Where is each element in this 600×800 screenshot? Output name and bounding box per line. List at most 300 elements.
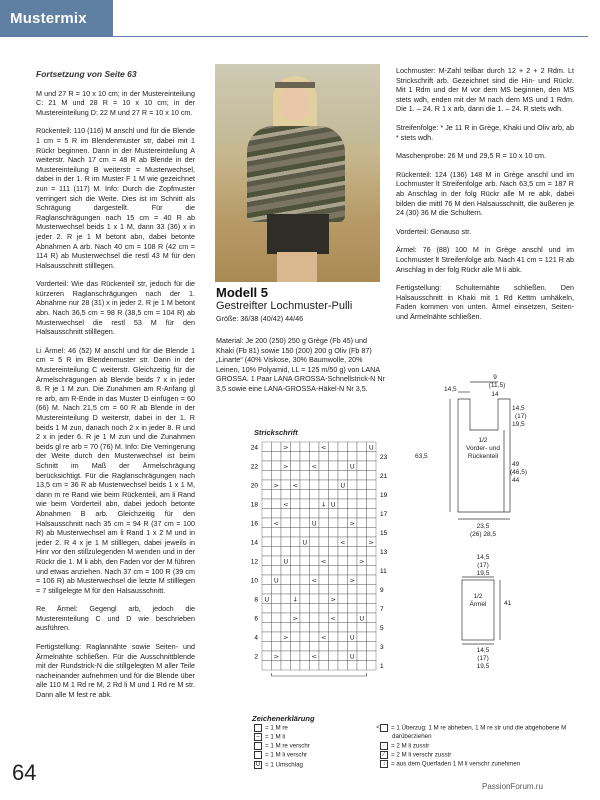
chart-cell	[367, 604, 377, 614]
chart-cell	[348, 566, 358, 576]
chart-cell	[310, 499, 320, 509]
chart-cell	[310, 566, 320, 576]
chart-cell	[272, 452, 282, 462]
chart-cell	[291, 499, 301, 509]
model-subtitle: Gestreifter Lochmuster-Pulli	[216, 300, 353, 312]
chart-cell	[281, 642, 291, 652]
chart-title: Strickschrift	[254, 428, 298, 437]
chart-cell	[348, 556, 358, 566]
chart-cell	[300, 556, 310, 566]
chart-cell	[357, 566, 367, 576]
chart-symbol: >	[273, 481, 279, 490]
chart-cell	[367, 528, 377, 538]
chart-cell	[348, 604, 358, 614]
p2tog-symbol: ·	[380, 742, 388, 750]
chart-cell	[300, 651, 310, 661]
chart-cell	[310, 632, 320, 642]
chart-cell	[329, 490, 339, 500]
chart-cell	[338, 575, 348, 585]
model-photo	[215, 64, 380, 282]
chart-cell	[357, 480, 367, 490]
chart-cell	[310, 509, 320, 519]
chart-cell	[319, 604, 329, 614]
chart-cell	[367, 518, 377, 528]
row-label-left: 14	[250, 539, 258, 547]
chart-cell	[310, 490, 320, 500]
chart-symbol: <	[311, 462, 317, 471]
chart-cell	[310, 585, 320, 595]
chart-cell	[310, 471, 320, 481]
top-width-c: 14	[491, 391, 499, 398]
chart-cell	[348, 594, 358, 604]
top-width-a: 9	[493, 374, 497, 381]
chart-cell	[357, 661, 367, 671]
stripe-sequence-text: Streifenfolge: * Je 11 R in Grège, Khaki und Oliv arb, ab * stets wdh.	[396, 122, 574, 142]
chart-cell	[300, 499, 310, 509]
neck-drop-b: (17)	[515, 413, 527, 420]
chart-cell	[329, 575, 339, 585]
chart-symbol: U	[302, 538, 308, 547]
chart-cell	[291, 642, 301, 652]
column-instructions-3	[396, 66, 574, 330]
chart-cell	[262, 528, 272, 538]
side-b: (46,5)	[510, 469, 527, 476]
chart-cell	[357, 518, 367, 528]
chart-cell	[300, 528, 310, 538]
chart-cell	[348, 623, 358, 633]
chart-cell	[310, 604, 320, 614]
chart-cell	[291, 452, 301, 462]
section-tab: Mustermix	[0, 0, 113, 37]
chart-symbol: <	[292, 481, 298, 490]
chart-cell	[329, 528, 339, 538]
chart-cell	[281, 490, 291, 500]
chart-cell	[262, 556, 272, 566]
chart-cell	[262, 499, 272, 509]
model-title: Modell 5	[216, 285, 269, 300]
chart-cell	[329, 509, 339, 519]
legend-item: = 1 M re verschr	[254, 742, 310, 751]
left-sleeve-text: Li Ärmel: 46 (52) M anschl und für die Blende 1 cm = 5 R im Blendenmuster str. Dann in der Mustereinteilung C weiterstr. Gleichzeitig für die Ärmelschrägungen ab Blende beids 7 x in jeder 8. R je 1 M zun. Die Zunahmen am R-Anfang gl re arb, am R-Ende in das Muster D einfügen = 60 (66) M. Nach 21,5 cm = 60 R ab Blende in der Mustereinteilung D weiterstr, dabei in der 1. R beids 1 M zun, danach noch 2 x in jeder 8. R und 2 x in jeder 6. R je 1 M zun und die Zunahmen beids gl re arb = 70 (76) M. Info: Die Verringerung der Weite durch den Musterwechsel ist beim Schnitt im Maß der Ärmelschrägung berücksichtigt. Für die Raglanschrägungen nach 13,5 cm = 36 R ab Musterwechsel beids 1 x 1 M, dann m re Rand wie beim Rückenteil, am li Rand wie beim Vorderteil abn, dabei jedoch betonte Abnahmen B arb. Gleichzeitig für den Halsausschnitt nach 35 cm = 94 R (37 cm = 100 R) ab Musterwechsel am li Rand 1 x 2 M und in jeder 2. R 4 x je 1 M stilllegen, dabei jeweils in Hinr vor den stillzulegenden M wenden und in der Rückr die 1. M li abh, den Faden vor der M führen und etwas anziehen. Nach 37 cm = 100 R (39 cm = 106 R) ab Musterwechsel die letzte M stilllegen = 7 stillgelegte M für den Halsausschnitt.	[36, 345, 195, 595]
chart-cell	[367, 461, 377, 471]
chart-cell	[291, 461, 301, 471]
neck-drop-a: 14,5	[512, 405, 525, 412]
chart-cell	[338, 566, 348, 576]
chart-cell	[367, 480, 377, 490]
body-label-1: 1/2	[478, 437, 488, 444]
row-label-right: 13	[380, 549, 388, 556]
chart-cell	[281, 575, 291, 585]
chart-cell	[262, 471, 272, 481]
sleeve-outline	[462, 580, 494, 640]
knit-tbl-symbol	[254, 742, 262, 750]
chart-cell	[348, 490, 358, 500]
chart-cell	[291, 490, 301, 500]
chart-cell	[272, 642, 282, 652]
chart-cell	[310, 623, 320, 633]
chart-cell	[319, 509, 329, 519]
chart-cell	[300, 661, 310, 671]
chart-cell	[300, 442, 310, 452]
chart-cell	[338, 547, 348, 557]
chart-cell	[357, 651, 367, 661]
yarn-over-symbol: U	[255, 761, 261, 768]
chart-cell	[272, 499, 282, 509]
chart-cell	[319, 547, 329, 557]
chart-cell	[300, 623, 310, 633]
chart-cell	[272, 547, 282, 557]
body-height: 63,5	[415, 453, 428, 460]
body-label-3: Rückenteil	[467, 453, 499, 460]
chart-cell	[329, 442, 339, 452]
chart-cell	[300, 604, 310, 614]
chart-cell	[272, 528, 282, 538]
chart-cell	[338, 528, 348, 538]
chart-cell	[357, 499, 367, 509]
legend-item: · = 2 M li zusstr	[380, 742, 590, 751]
chart-cell	[338, 585, 348, 595]
chart-cell	[291, 585, 301, 595]
front-piece-text: Vorderteil: Wie das Rückenteil str, jedoch für die kürzeren Raglanschrägungen nach der 1. Abnahme nur 28 (31) x in jeder 2. R je 1 M betont abn. Nach 36,5 cm = 98 R (38,5 cm = 104 R) ab Musterwechsel die restl 53 M für den Halsausschnitt stilllegen.	[36, 279, 195, 337]
chart-cell	[338, 490, 348, 500]
row-label-right: 17	[380, 511, 388, 518]
chart-cell	[272, 632, 282, 642]
chart-cell	[348, 613, 358, 623]
chart-cell	[357, 442, 367, 452]
row-label-left: 24	[250, 444, 258, 452]
chart-cell	[281, 604, 291, 614]
chart-cell	[338, 613, 348, 623]
chart-cell	[348, 471, 358, 481]
chart-cell	[300, 575, 310, 585]
chart-cell	[367, 585, 377, 595]
chart-cell	[348, 499, 358, 509]
chart-cell	[300, 490, 310, 500]
chart-cell	[357, 585, 367, 595]
chart-cell	[329, 661, 339, 671]
chart-cell	[357, 547, 367, 557]
chart-cell	[300, 480, 310, 490]
row-label-right: 21	[380, 473, 388, 480]
chart-cell	[329, 547, 339, 557]
chart-cell	[272, 623, 282, 633]
chart-cell	[329, 471, 339, 481]
legend-title: Zeichenerklärung	[252, 714, 315, 723]
column-instructions-1	[36, 70, 195, 709]
chart-cell	[319, 575, 329, 585]
chart-cell	[272, 613, 282, 623]
chart-cell	[367, 623, 377, 633]
chart-cell	[348, 585, 358, 595]
chart-cell	[338, 632, 348, 642]
chart-cell	[319, 461, 329, 471]
chart-cell	[291, 528, 301, 538]
chart-cell	[281, 585, 291, 595]
chart-cell	[329, 651, 339, 661]
chart-cell	[329, 556, 339, 566]
chart-cell	[291, 442, 301, 452]
chart-cell	[367, 547, 377, 557]
chart-cell	[319, 651, 329, 661]
chart-cell	[338, 642, 348, 652]
chart-cell	[357, 623, 367, 633]
chart-cell	[272, 604, 282, 614]
chart-cell	[319, 661, 329, 671]
chart-cell	[338, 518, 348, 528]
chart-cell	[348, 509, 358, 519]
chart-cell	[329, 642, 339, 652]
p2tog-tbl-symbol: ⁄	[380, 751, 388, 759]
chart-cell	[291, 623, 301, 633]
sleeve-text: Ärmel: 76 (88) 100 M in Grège anschl und im Lochmuster lt Streifenfolge arb. Nach 41 cm = 121 R ab Anschlag in der folg Rückr alle M li abk.	[396, 245, 574, 274]
chart-symbol: >	[349, 519, 355, 528]
chart-cell	[262, 452, 272, 462]
chart-cell	[281, 518, 291, 528]
chart-cell	[367, 499, 377, 509]
chart-cell	[300, 452, 310, 462]
chart-cell	[310, 661, 320, 671]
chart-cell	[262, 661, 272, 671]
row-label-right: 11	[380, 568, 387, 575]
chart-cell	[291, 509, 301, 519]
chart-cell	[272, 442, 282, 452]
chart-symbol: <	[330, 614, 336, 623]
chart-cell	[329, 632, 339, 642]
chart-symbol: <	[340, 538, 346, 547]
chart-cell	[367, 642, 377, 652]
chart-cell	[281, 528, 291, 538]
chart-cell	[291, 518, 301, 528]
chart-cell	[367, 490, 377, 500]
chart-cell	[329, 537, 339, 547]
knitting-chart	[240, 436, 400, 681]
neck-drop-c: 19,5	[512, 421, 525, 428]
chart-cell	[357, 528, 367, 538]
back-text: Rückenteil: 124 (136) 148 M in Grège anschl und im Lochmuster lt Streifenfolge arb. Nach 63,5 cm = 187 R ab Anschlag in der folg Rückr alle M re abk, dabei bilden die mittl 76 M den Halsausschnitt, die äußeren je 24 (30) 36 M die Schultern.	[396, 169, 574, 218]
chart-cell	[300, 509, 310, 519]
chart-symbol: U	[273, 576, 279, 585]
row-label-left: 6	[254, 615, 258, 623]
chart-cell	[272, 566, 282, 576]
chart-cell	[319, 585, 329, 595]
chart-cell	[338, 452, 348, 462]
header-rule	[113, 36, 588, 37]
legend-left	[254, 724, 310, 770]
chart-symbol: >	[283, 462, 289, 471]
chart-symbol: <	[273, 519, 279, 528]
chart-cell	[272, 490, 282, 500]
chart-cell	[291, 566, 301, 576]
chart-cell	[319, 642, 329, 652]
chart-symbol: ↓	[321, 500, 327, 509]
chart-cell	[338, 442, 348, 452]
chart-cell	[281, 471, 291, 481]
row-label-right: 5	[380, 625, 384, 632]
chart-symbol: >	[349, 576, 355, 585]
chart-symbol: U	[340, 481, 346, 490]
legend-item: – = 1 M li	[254, 733, 310, 742]
chart-cell	[338, 594, 348, 604]
chart-cell	[338, 651, 348, 661]
chart-cell	[262, 575, 272, 585]
legend-item: ⁄ = 2 M li verschr zusstr	[380, 751, 590, 760]
row-label-right: 19	[380, 492, 388, 499]
chart-cell	[262, 518, 272, 528]
chart-cell	[262, 623, 272, 633]
chart-cell	[291, 556, 301, 566]
chart-symbol: U	[311, 519, 317, 528]
chart-symbol: U	[349, 652, 355, 661]
chart-cell	[310, 547, 320, 557]
legend-item: < = 1 Überzug: 1 M re abheben, 1 M re str und die abgehobene M darüberziehen	[376, 724, 567, 741]
chart-cell	[262, 651, 272, 661]
chart-cell	[357, 537, 367, 547]
chart-cell	[319, 594, 329, 604]
ssk-symbol: <	[380, 724, 388, 732]
row-label-right: 1	[380, 663, 384, 670]
bottom-b: (26) 28,5	[469, 531, 497, 538]
chart-cell	[262, 480, 272, 490]
chart-cell	[291, 632, 301, 642]
chart-cell	[291, 471, 301, 481]
chart-cell	[329, 452, 339, 462]
chart-symbol: >	[330, 595, 336, 604]
chart-cell	[357, 471, 367, 481]
legend-item: U = 1 Umschlag	[255, 761, 304, 769]
chart-cell	[319, 528, 329, 538]
chart-cell	[262, 490, 272, 500]
chart-cell	[262, 461, 272, 471]
chart-cell	[357, 509, 367, 519]
chart-cell	[357, 452, 367, 462]
chart-cell	[272, 461, 282, 471]
chart-cell	[357, 575, 367, 585]
chart-symbol: <	[321, 557, 327, 566]
chart-cell	[319, 480, 329, 490]
chart-cell	[357, 632, 367, 642]
back-piece-text: Rückenteil: 110 (116) M anschl und für die Blende 1 cm = 5 R im Blendenmuster str, dabei mit 1 Rückr beginnen. Dann in der Mustereinteilung A weiterstr. Nach 17 cm = 48 R ab Blende in der Mustereinteilung B weiterstr = Musterwechsel, dabei in der 1. R im Muster F 1 M wie gezeichnet zun = 111 (117) M. Info: Durch die Zopfmuster verringert sich die Weite. Dies ist im Schnitt als Schrägung dargestellt. Für die Raglanschrägungen nach 15 cm = 40 R ab Musterwechsel beids 1 x 1 M, dann 33 (36) x in jeder 2. R je 1 M betont abn, dabei betonte Abnahmen A arb. Nach 40 cm = 108 R (42 cm = 114 R) ab Musterwechsel die restl 43 M für den Halsausschnitt stilllegen.	[36, 126, 195, 270]
finishing-text: Fertigstellung: Raglannähte sowie Seiten- und Ärmelnähte schließen. Für die Ausschnittblende mit der Rundstrick-N die stillgelegten M aller Teile nacheinander aufnehmen und für die Blende über alle 110 M 1 Rd re M, 2 Rd li M und 1 Rd re M str. Dann alle M fest re abk.	[36, 642, 195, 700]
lace-pattern-text: Lochmuster: M-Zahl teilbar durch 12 + 2 + 2 Rdm. Lt Strickschrift arb. Gezeichnet sind die Hin- und Rückr. Mit 1 Rdm und der M vor dem MS beginnen, den MS stets wdh, enden mit der M nach dem MS und 1 Rdm. Die 1. – 24. R 1 x arb, dann die 1. – 24. R stets wdh.	[396, 66, 574, 114]
chart-cell	[367, 471, 377, 481]
chart-symbol: U	[359, 614, 365, 623]
chart-cell	[319, 471, 329, 481]
chart-cell	[329, 623, 339, 633]
sleeve-top-a: 14,5	[476, 554, 490, 561]
chart-cell	[272, 585, 282, 595]
chart-cell	[348, 442, 358, 452]
right-sleeve-text: Re Ärmel: Gegengl arb, jedoch die Mustereinteilung C und D wie beschrieben ausführen.	[36, 604, 195, 633]
chart-cell	[348, 642, 358, 652]
chart-cell	[281, 594, 291, 604]
row-label-left: 8	[254, 596, 258, 604]
gauge-intro: M und 27 R = 10 x 10 cm; in der Mustereinteilung C: 21 M und 28 R = 10 x 10 cm; in der Mustereinteilung D: 22 M und 27 R = 10 x 10 cm.	[36, 88, 195, 117]
chart-cell	[367, 452, 377, 462]
chart-cell	[300, 547, 310, 557]
row-label-left: 12	[250, 558, 258, 566]
chart-symbol: >	[283, 633, 289, 642]
chart-cell	[348, 528, 358, 538]
chart-cell	[329, 585, 339, 595]
chart-symbol: U	[349, 462, 355, 471]
chart-cell	[367, 632, 377, 642]
chart-cell	[367, 613, 377, 623]
chart-cell	[338, 499, 348, 509]
chart-cell	[291, 537, 301, 547]
repeat-bracket	[272, 673, 367, 676]
row-label-left: 22	[250, 463, 258, 471]
chart-cell	[291, 547, 301, 557]
chart-cell	[310, 556, 320, 566]
continuation-heading: Fortsetzung von Seite 63	[36, 69, 137, 79]
legend-item: = 1 M li verschr	[254, 751, 310, 760]
sleeve-top-b: (17)	[477, 562, 489, 569]
chart-symbol: <	[283, 500, 289, 509]
chart-cell	[310, 594, 320, 604]
chart-cell	[338, 604, 348, 614]
chart-cell	[300, 613, 310, 623]
watermark: PassionForum.ru	[482, 782, 543, 791]
chart-cell	[310, 537, 320, 547]
row-label-right: 15	[380, 530, 388, 537]
chart-symbol: >	[283, 443, 289, 452]
chart-cell	[357, 604, 367, 614]
sleeve-label-1: 1/2	[473, 593, 483, 600]
chart-cell	[357, 594, 367, 604]
chart-cell	[291, 651, 301, 661]
chart-cell	[310, 528, 320, 538]
chart-cell	[281, 547, 291, 557]
side-c: 44	[512, 477, 520, 484]
chart-cell	[272, 661, 282, 671]
gauge-text: Maschenprobe: 26 M und 29,5 R = 10 x 10 cm.	[396, 151, 547, 161]
chart-cell	[319, 452, 329, 462]
chart-symbol: <	[311, 576, 317, 585]
chart-symbol: ↓	[292, 595, 298, 604]
purl-symbol: –	[254, 733, 262, 741]
chart-cell	[367, 575, 377, 585]
row-label-left: 4	[254, 634, 258, 642]
chart-cell	[357, 490, 367, 500]
chart-cell	[262, 509, 272, 519]
chart-cell	[262, 442, 272, 452]
chart-cell	[281, 613, 291, 623]
chart-symbol: U	[283, 557, 289, 566]
chart-cell	[367, 556, 377, 566]
chart-cell	[319, 537, 329, 547]
chart-cell	[262, 632, 272, 642]
chart-cell	[281, 661, 291, 671]
chart-symbol: >	[292, 614, 298, 623]
chart-cell	[338, 556, 348, 566]
front-text: Vorderteil: Genauso str.	[396, 226, 472, 236]
purl-tbl-symbol	[254, 751, 262, 759]
top-width-b: (11,5)	[488, 382, 506, 389]
chart-cell	[348, 480, 358, 490]
chart-cell	[300, 585, 310, 595]
chart-cell	[338, 509, 348, 519]
chart-cell	[367, 651, 377, 661]
chart-cell	[291, 661, 301, 671]
page-number: 64	[12, 760, 37, 785]
chart-cell	[329, 604, 339, 614]
chart-symbol: <	[321, 443, 327, 452]
chart-cell	[272, 509, 282, 519]
chart-cell	[281, 480, 291, 490]
row-label-right: 23	[380, 454, 388, 461]
chart-cell	[262, 566, 272, 576]
sleeve-bot-c: 19,5	[476, 663, 490, 670]
